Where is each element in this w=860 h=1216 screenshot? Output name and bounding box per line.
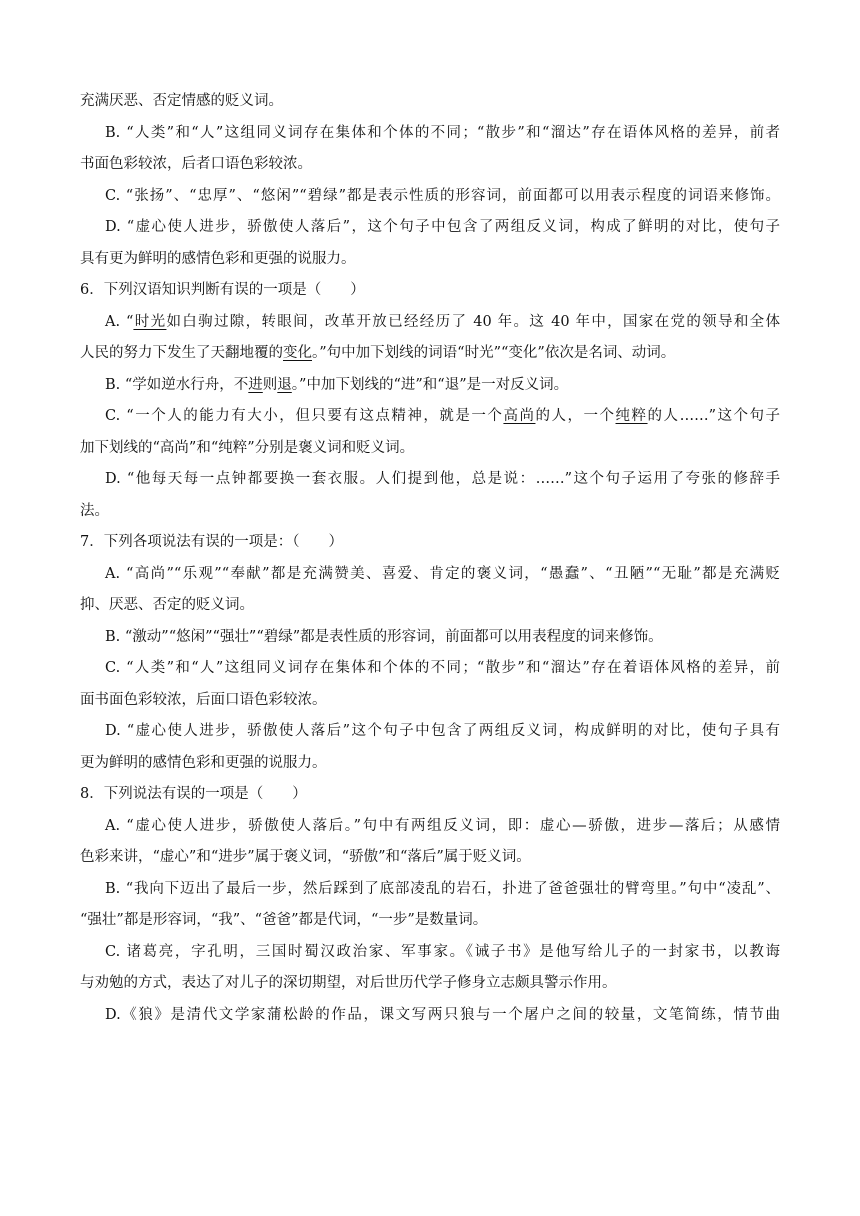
text-line <box>80 968 780 1000</box>
text-line <box>80 338 780 370</box>
text-segment: 如白驹过隙，转眼间，改革开放已经经历了 40 年。这 40 年中，国家在党的领导和全体 <box>166 313 780 330</box>
line-text: 加下划线的“高尚”和“纯粹”分别是褒义词和贬义词。 <box>80 439 415 456</box>
text-segment: 则 <box>262 376 278 393</box>
line-text: 6．下列汉语知识判断有误的一项是（ ） <box>80 282 365 298</box>
line-text: 具有更为鲜明的感情色彩和更强的说服力。 <box>80 250 356 267</box>
line-text: 7．下列各项说法有误的一项是：（ ） <box>80 534 343 550</box>
text-line <box>80 275 780 307</box>
underlined-word: 高尚 <box>503 408 536 424</box>
text-line <box>80 937 780 969</box>
line-text: C. “人类”和“人”这组同义词存在集体和个体的不同；“散步”和“溜达”存在着语体风格的差异，前 <box>105 660 780 676</box>
text-line <box>80 433 780 465</box>
line-text: 充满厌恶、否定情感的贬义词。 <box>80 93 283 109</box>
document-page <box>80 86 780 1031</box>
text-line <box>80 590 780 622</box>
line-text: A. “高尚”“乐观”“奉献”都是充满赞美、喜爱、肯定的褒义词，“愚蠢”、“丑陋”“无耻”都是充满贬 <box>105 565 780 582</box>
line-text: A. “虚心使人进步，骄傲使人落后。”句中有两组反义词，即：虚心—骄傲，进步—落后；从感情 <box>105 817 780 834</box>
text-line <box>80 401 780 433</box>
text-segment: 。”中加下划线的“进”和“退”是一对反义词。 <box>291 376 569 393</box>
text-segment: C. “一个人的能力有大小，但只要有这点精神，就是一个 <box>105 408 504 424</box>
line-text: 法。 <box>80 502 109 519</box>
line-text: 更为鲜明的感情色彩和更强的说服力。 <box>80 754 327 771</box>
line-text: 与劝勉的方式，表达了对儿子的深切期望，对后世历代学子修身立志颇具警示作用。 <box>80 975 617 991</box>
line-text: 书面色彩较浓，后者口语色彩较浓。 <box>80 156 312 172</box>
text-line <box>80 559 780 591</box>
text-line <box>80 1000 780 1032</box>
text-line <box>80 779 780 811</box>
line-text <box>80 345 675 361</box>
text-line <box>80 181 780 213</box>
text-segment: 人民的努力下发生了天翻地覆的 <box>80 345 283 361</box>
text-line <box>80 622 780 654</box>
line-text: D. “虚心使人进步，骄傲使人落后”，这个句子中包含了两组反义词，构成了鲜明的对比，使句子 <box>105 219 780 235</box>
text-segment: B. “学如逆水行舟，不 <box>105 376 249 393</box>
text-line <box>80 86 780 118</box>
text-line <box>80 905 780 937</box>
text-segment: 的人……”这个句子 <box>647 408 781 424</box>
text-segment: 。”句中加下划线的词语“时光”“变化”依次是名词、动词。 <box>312 345 676 361</box>
text-line <box>80 244 780 276</box>
line-text: D. “他每天每一点钟都要换一套衣服。人们提到他，总是说：……”这个句子运用了夸张的修辞手 <box>105 471 780 487</box>
text-segment: A. “ <box>105 313 134 330</box>
text-line <box>80 874 780 906</box>
underlined-word: 变化 <box>283 345 312 361</box>
underlined-word: 退 <box>277 376 292 393</box>
line-text: 色彩来讲，“虚心”和“进步”属于褒义词，“骄傲”和“落后”属于贬义词。 <box>80 849 531 865</box>
line-text: D.《狼》是清代文学家蒲松龄的作品，课文写两只狼与一个屠户之间的较量，文笔简练，情节曲 <box>105 1006 780 1023</box>
line-text: 抑、厌恶、否定的贬义词。 <box>80 597 254 613</box>
line-text: “强壮”都是形容词，“我”、“爸爸”都是代词，“一步”是数量词。 <box>80 912 488 928</box>
line-text: B. “我向下迈出了最后一步，然后踩到了底部凌乱的岩石，扑进了爸爸强壮的臂弯里。”句中“凌乱”、 <box>105 880 780 897</box>
text-line <box>80 149 780 181</box>
underlined-word: 时光 <box>133 313 167 330</box>
line-text <box>105 307 780 339</box>
line-text: D. “虚心使人进步，骄傲使人落后”这个句子中包含了两组反义词，构成鲜明的对比，使句子具有 <box>105 723 780 739</box>
text-line <box>80 748 780 780</box>
text-line <box>80 307 780 339</box>
line-text: 面书面色彩较浓，后面口语色彩较浓。 <box>80 691 327 708</box>
line-text: B. “人类”和“人”这组同义词存在集体和个体的不同；“散步”和“溜达”存在语体风格的差异，前者 <box>105 124 780 141</box>
text-line <box>80 653 780 685</box>
text-line <box>80 118 780 150</box>
line-text <box>105 401 780 433</box>
line-text <box>105 377 568 393</box>
line-text: C. “张扬”、“忠厚”、“悠闲”“碧绿”都是表示性质的形容词，前面都可以用表示程度的词语来修饰。 <box>105 187 780 204</box>
line-text: C. 诸葛亮，字孔明，三国时蜀汉政治家、军事家。《诫子书》是他写给儿子的一封家书，以教诲 <box>105 943 780 960</box>
text-line <box>80 527 780 559</box>
text-line <box>80 370 780 402</box>
text-segment: 的人，一个 <box>535 408 616 424</box>
underlined-word: 进 <box>248 376 263 393</box>
underlined-word: 纯粹 <box>615 408 648 424</box>
text-line <box>80 212 780 244</box>
text-line <box>80 811 780 843</box>
text-line <box>80 496 780 528</box>
line-text: B. “激动”“悠闲”“强壮”“碧绿”都是表性质的形容词，前面都可以用表程度的词来修饰。 <box>105 628 663 645</box>
text-line <box>80 685 780 717</box>
text-line <box>80 842 780 874</box>
text-line <box>80 464 780 496</box>
line-text: 8．下列说法有误的一项是（ ） <box>80 786 307 802</box>
text-line <box>80 716 780 748</box>
